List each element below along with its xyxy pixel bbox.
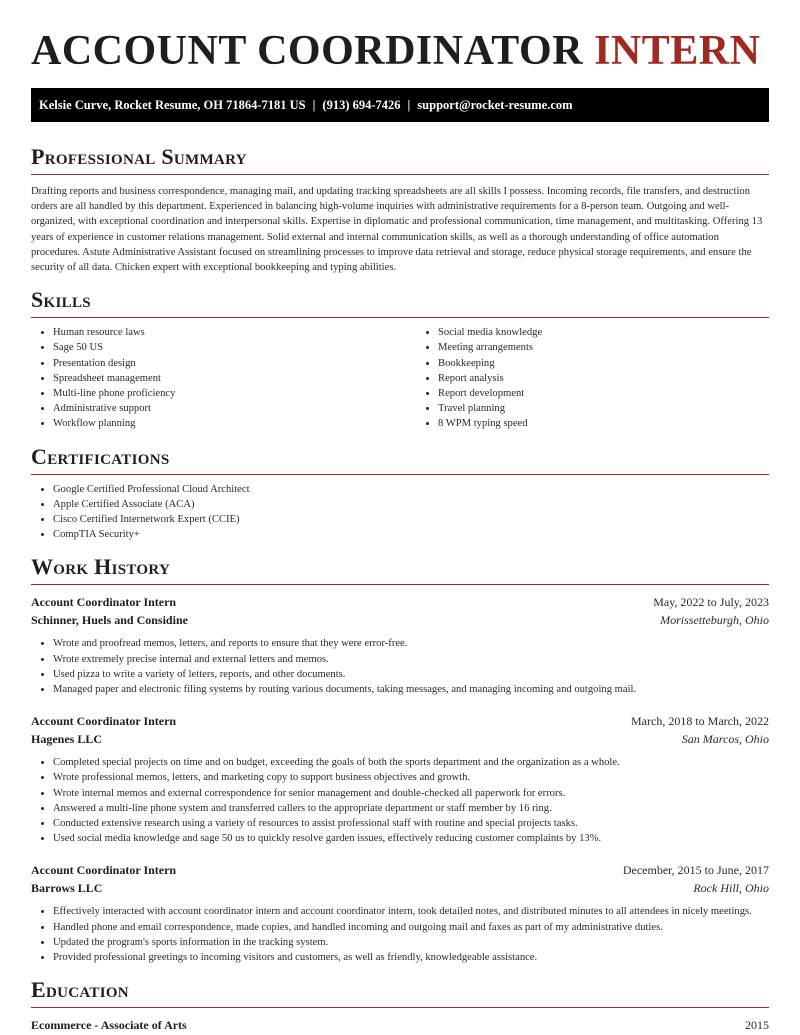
job-bullet: • Used social media knowledge and sage 50 us to quickly resolve garden issues, effectively reducing customer complaints by 13%. bbox=[53, 831, 769, 846]
certifications-heading: Certifications bbox=[31, 443, 170, 469]
job-bullet: • Provided professional greetings to incoming visitors and customers, as well as friendly, knowledgeable assistance. bbox=[53, 950, 769, 965]
job-company: Hagenes LLC bbox=[31, 732, 103, 747]
job-location: Rock Hill, Ohio bbox=[693, 881, 769, 896]
job-title: Account Coordinator Intern bbox=[31, 595, 177, 610]
contact-separator: | bbox=[312, 98, 316, 112]
work-history-heading: Work History bbox=[31, 554, 171, 580]
skill-item: • Human resource laws bbox=[53, 325, 416, 340]
skill-item: • Presentation design bbox=[53, 356, 416, 371]
contact-bar bbox=[31, 88, 769, 122]
certifications-list bbox=[31, 482, 769, 543]
skill-item: • Travel planning bbox=[438, 401, 800, 416]
job-header bbox=[31, 712, 769, 730]
certification-item: • Apple Certified Associate (ACA) bbox=[53, 497, 769, 512]
certifications-section bbox=[31, 444, 769, 543]
skill-item: • Spreadsheet management bbox=[53, 371, 416, 386]
skills-heading: Skills bbox=[31, 287, 91, 313]
summary-heading: Professional Summary bbox=[31, 144, 247, 169]
certification-item: • CompTIA Security+ bbox=[53, 527, 769, 542]
job-dates: March, 2018 to March, 2022 bbox=[631, 714, 769, 729]
job-subheader bbox=[31, 611, 769, 629]
job-header bbox=[31, 861, 769, 879]
resume-title bbox=[31, 0, 769, 76]
title-accent: INTERN bbox=[594, 28, 761, 74]
certification-item: • Google Certified Professional Cloud Architect bbox=[53, 482, 769, 497]
education-year: 2015 bbox=[745, 1018, 769, 1033]
title-main: ACCOUNT COORDINATOR bbox=[31, 28, 584, 74]
education-entry bbox=[31, 1016, 769, 1034]
job-bullet: • Updated the program's sports information in the tracking system. bbox=[53, 935, 769, 950]
job-title: Account Coordinator Intern bbox=[31, 714, 177, 729]
job-location: Morissetteburgh, Ohio bbox=[660, 613, 769, 628]
contact-email[interactable]: support@rocket-resume.com bbox=[417, 98, 573, 112]
job-bullet: • Used pizza to write a variety of letters, reports, and other documents. bbox=[53, 667, 769, 682]
job-bullets bbox=[31, 755, 769, 846]
job-company: Barrows LLC bbox=[31, 881, 103, 896]
job-company: Schinner, Huels and Considine bbox=[31, 613, 188, 628]
contact-address: Kelsie Curve, Rocket Resume, OH 71864-7181 US bbox=[39, 98, 306, 112]
section-divider bbox=[31, 584, 769, 585]
job-dates: May, 2022 to July, 2023 bbox=[653, 595, 769, 610]
job-entry bbox=[31, 861, 769, 965]
skill-item: • Report development bbox=[438, 386, 800, 401]
job-dates: December, 2015 to June, 2017 bbox=[622, 863, 769, 878]
work-history-section bbox=[31, 554, 769, 965]
job-entry bbox=[31, 712, 769, 846]
skills-section bbox=[31, 287, 769, 431]
skill-item: • Workflow planning bbox=[53, 416, 416, 431]
skill-item: • Report analysis bbox=[438, 371, 800, 386]
skills-columns bbox=[31, 318, 769, 431]
job-location: San Marcos, Ohio bbox=[681, 732, 769, 747]
certification-item: • Cisco Certified Internetwork Expert (CCIE) bbox=[53, 512, 769, 527]
contact-phone[interactable]: (913) 694-7426 bbox=[322, 98, 401, 112]
section-divider bbox=[31, 474, 769, 475]
education-degree: Ecommerce - Associate of Arts bbox=[31, 1018, 187, 1033]
job-bullet: • Answered a multi-line phone system and transferred callers to the appropriate department or staff member by 16 ring. bbox=[53, 801, 769, 816]
skill-item: • Meeting arrangements bbox=[438, 340, 800, 355]
summary-text: Drafting reports and business correspondence, managing mail, and updating tracking spreadsheets are all skills I possess. Incoming records, file transfers, and destruction orders are all handled by this department. Experienced in balancing high-volume inquiries with administrative requirements for a 8-person team. Outgoing and well-organized, with exceptional coordination and interpersonal skills. Expertise in diplomatic and professional communication, time management, and multitasking. Offering 13 years of experience in customer relations management. Solid external and internal communication skills, as well as a thorough understanding of office automation procedures. Astute Administrative Assistant focused on streamlining processes to improve data retrieval and storage, reduce physical storage requirements, and ensure the security of all data. Chicken expert with exceptional bookkeeping and typing abilities. bbox=[31, 186, 763, 274]
job-bullets bbox=[31, 904, 769, 965]
skill-item: • 8 WPM typing speed bbox=[438, 416, 800, 431]
skill-item: • Multi-line phone proficiency bbox=[53, 386, 416, 401]
job-entry bbox=[31, 593, 769, 697]
job-subheader bbox=[31, 879, 769, 897]
education-heading: Education bbox=[31, 977, 129, 1003]
skill-item: • Sage 50 US bbox=[53, 340, 416, 355]
skill-item: • Administrative support bbox=[53, 401, 416, 416]
skills-list-left bbox=[31, 325, 416, 431]
skills-list-right bbox=[416, 325, 800, 431]
job-bullet: • Handled phone and email correspondence, made copies, and handled incoming and outgoing mail and faxes as part of my administrative duties. bbox=[53, 920, 769, 935]
job-header bbox=[31, 593, 769, 611]
section-divider bbox=[31, 174, 769, 175]
job-bullet: • Wrote and proofread memos, letters, and reports to ensure that they were error-free. bbox=[53, 636, 769, 651]
job-bullet: • Wrote extremely precise internal and external letters and memos. bbox=[53, 652, 769, 667]
skill-item: • Bookkeeping bbox=[438, 356, 800, 371]
job-bullet: • Wrote internal memos and external correspondence for senior management and double-checked all paperwork for errors. bbox=[53, 786, 769, 801]
contact-separator: | bbox=[407, 98, 411, 112]
job-bullet: • Managed paper and electronic filing systems by routing various documents, taking messages, and managing incoming and outgoing mail. bbox=[53, 682, 769, 697]
section-divider bbox=[31, 1007, 769, 1008]
job-bullet: • Effectively interacted with account coordinator intern and account coordinator intern, took detailed notes, and distributed minutes to all attendees in nicely meetings. bbox=[53, 904, 769, 919]
job-subheader bbox=[31, 730, 769, 748]
job-title: Account Coordinator Intern bbox=[31, 863, 177, 878]
job-bullet: • Conducted extensive research using a variety of resources to assist professional staff with routine and special projects tasks. bbox=[53, 816, 769, 831]
education-section bbox=[31, 977, 769, 1034]
job-bullets bbox=[31, 636, 769, 697]
summary-section bbox=[31, 144, 769, 275]
job-bullet: • Wrote professional memos, letters, and marketing copy to support business objectives and growth. bbox=[53, 770, 769, 785]
skill-item: • Social media knowledge bbox=[438, 325, 800, 340]
job-bullet: • Completed special projects on time and on budget, exceeding the goals of both the sports department and the organization as a whole. bbox=[53, 755, 769, 770]
